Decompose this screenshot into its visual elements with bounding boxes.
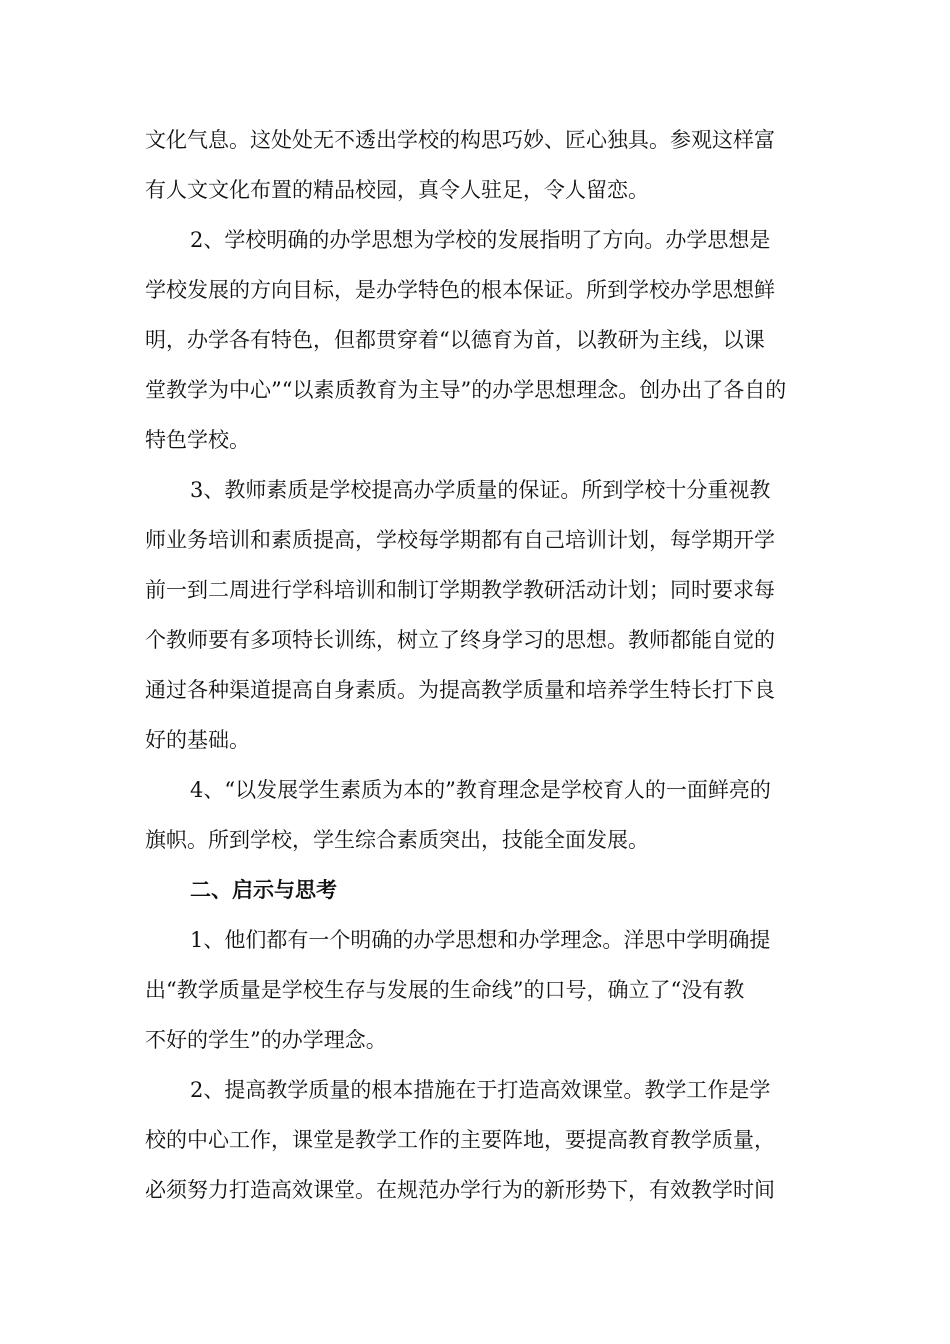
paragraph-5-line-2: 出“教学质量是学校生存与发展的生命线”的口号，确立了“没有教 [145, 978, 745, 1002]
paragraph-2-line-1: 2、学校明确的办学思想为学校的发展指明了方向。办学思想是 [190, 228, 771, 252]
paragraph-6-line-1: 2、提高教学质量的根本措施在于打造高效课堂。教学工作是学 [190, 1078, 771, 1102]
paragraph-3-line-1: 3、教师素质是学校提高办学质量的保证。所到学校十分重视教 [190, 478, 771, 502]
paragraph-3-line-5: 通过各种渠道提高自身素质。为提高教学质量和培养学生特长打下良 [145, 678, 775, 702]
paragraph-1-line-1: 文化气息。这处处无不透出学校的构思巧妙、匠心独具。参观这样富 [145, 128, 775, 152]
paragraph-3-line-2: 师业务培训和素质提高，学校每学期都有自己培训计划，每学期开学 [145, 528, 775, 552]
paragraph-1-line-2: 有人文文化布置的精品校园，真令人驻足，令人留恋。 [145, 178, 649, 202]
paragraph-2-line-3: 明，办学各有特色，但都贯穿着“以德育为首，以教研为主线，以课 [145, 328, 765, 352]
paragraph-5-line-3: 不好的学生”的办学理念。 [145, 1028, 387, 1052]
paragraph-4-line-1: 4、“以发展学生素质为本的”教育理念是学校育人的一面鲜亮的 [190, 778, 771, 802]
paragraph-2-line-5: 特色学校。 [145, 428, 250, 452]
paragraph-6-line-2: 校的中心工作，课堂是教学工作的主要阵地，要提高教育教学质量， [145, 1128, 775, 1152]
section-heading: 二、启示与思考 [190, 877, 337, 902]
paragraph-4-line-2: 旗帜。所到学校，学生综合素质突出，技能全面发展。 [145, 828, 649, 852]
paragraph-2-line-2: 学校发展的方向目标，是办学特色的根本保证。所到学校办学思想鲜 [145, 278, 775, 302]
paragraph-3-line-4: 个教师要有多项特长训练，树立了终身学习的思想。教师都能自觉的 [145, 628, 775, 652]
paragraph-3-line-6: 好的基础。 [145, 728, 250, 752]
paragraph-6-line-3: 必须努力打造高效课堂。在规范办学行为的新形势下，有效教学时间 [145, 1178, 775, 1202]
paragraph-5-line-1: 1、他们都有一个明确的办学思想和办学理念。洋思中学明确提 [190, 928, 771, 952]
paragraph-2-line-4: 堂教学为中心”“以素质教育为主导”的办学思想理念。创办出了各自的 [145, 378, 787, 402]
paragraph-3-line-3: 前一到二周进行学科培训和制订学期教学教研活动计划；同时要求每 [145, 578, 775, 602]
